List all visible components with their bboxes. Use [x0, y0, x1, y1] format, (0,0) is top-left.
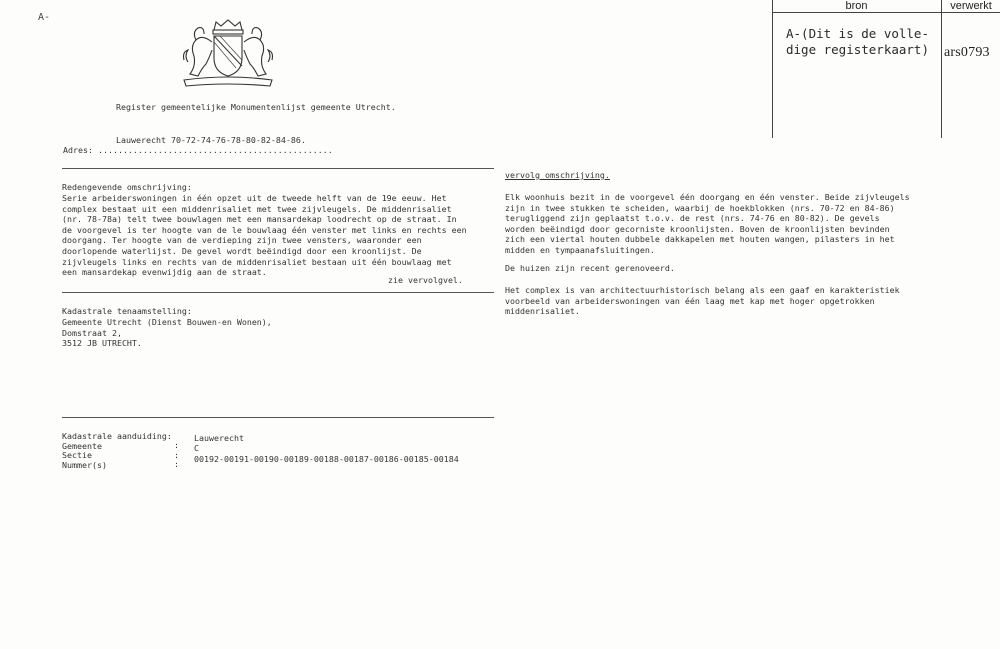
cadastral-labels: Kadastrale aanduiding: Gemeente Sectie Nummer(s)	[62, 431, 172, 470]
owner-label: Kadastrale tenaamstelling:	[62, 306, 192, 316]
corner-mark: A-	[38, 12, 51, 23]
verwerkt-stamp: ars0793	[944, 45, 990, 60]
description-text: Serie arbeiderswoningen in één opzet uit de tweede helft van de 19e eeuw. Het complex bestaat uit een middenrisaliet met twee zijvleugels. De middenrisaliet (nr. 78-78a) telt twee bouwlagen met een mansardekap loodrecht op de straat. In de voorgevel is ter hoogte van de le bouwlaag één venster met links en rechts een doorgang. Ter hoogte van de verdieping zijn twee vensters, waaronder een doorlopende waterlijst. De gevel wordt beëindigd door een kroonlijst. De zijvleugels links en rechts van de middenrisaliet bestaan uit één bouwlaag met een mansardekap evenwijdig aan de straat.	[62, 193, 467, 278]
cadastral-values: Lauwerecht C 00192-00191-00190-00189-00188-00187-00186-00185-00184	[194, 433, 459, 464]
register-title: Register gemeentelijke Monumentenlijst gemeente Utrecht.	[116, 102, 396, 112]
address-value: Lauwerecht 70-72-74-76-78-80-82-84-86.	[116, 135, 306, 145]
see-continuation: zie vervolgvel.	[388, 275, 463, 285]
bron-value: A-(Dit is de volle- dige registerkaart)	[786, 26, 929, 57]
register-table	[772, 0, 1000, 138]
header-bron: bron	[845, 0, 868, 12]
description-label: Redengevende omschrijving:	[62, 182, 192, 192]
divider-2	[62, 292, 494, 293]
owner-text: Gemeente Utrecht (Dienst Bouwen-en Wonen), Domstraat 2, 3512 JB UTRECHT.	[62, 317, 272, 349]
continuation-label: vervolg omschrijving.	[505, 170, 610, 180]
header-verwerkt: verwerkt	[950, 0, 992, 12]
continuation-paragraph-1: Elk woonhuis bezit in de voorgevel één doorgang en één venster. Beide zijvleugels zijn in twee stukken te scheiden, waarbij de hoekblokken (nrs. 70-72 en 84-86) terugliggend zijn geplaatst t.o.v. de rest (nrs. 74-76 en 80-82). De gevels worden beëindigd door gecorniste kroonlijsten. Boven de kroonlijsten bevinden zich een viertal houten dubbele dakkapelen met houten wangen, pilasters in het midden en tympaanafsluitingen.	[505, 192, 910, 255]
divider-3	[62, 417, 494, 418]
continuation-paragraph-2: De huizen zijn recent gerenoveerd.	[505, 263, 675, 273]
divider-1	[62, 168, 494, 169]
utrecht-coat-of-arms	[178, 16, 278, 88]
continuation-paragraph-3: Het complex is van architectuurhistorisch belang als een gaaf en karakteristiek voorbeeld van arbeiderswoningen van één laag met kap met hoger opgetrokken middenrisaliet.	[505, 285, 900, 317]
cadastral-colons: : : :	[174, 440, 179, 469]
address-label: Adres: ...............................................	[63, 145, 333, 155]
